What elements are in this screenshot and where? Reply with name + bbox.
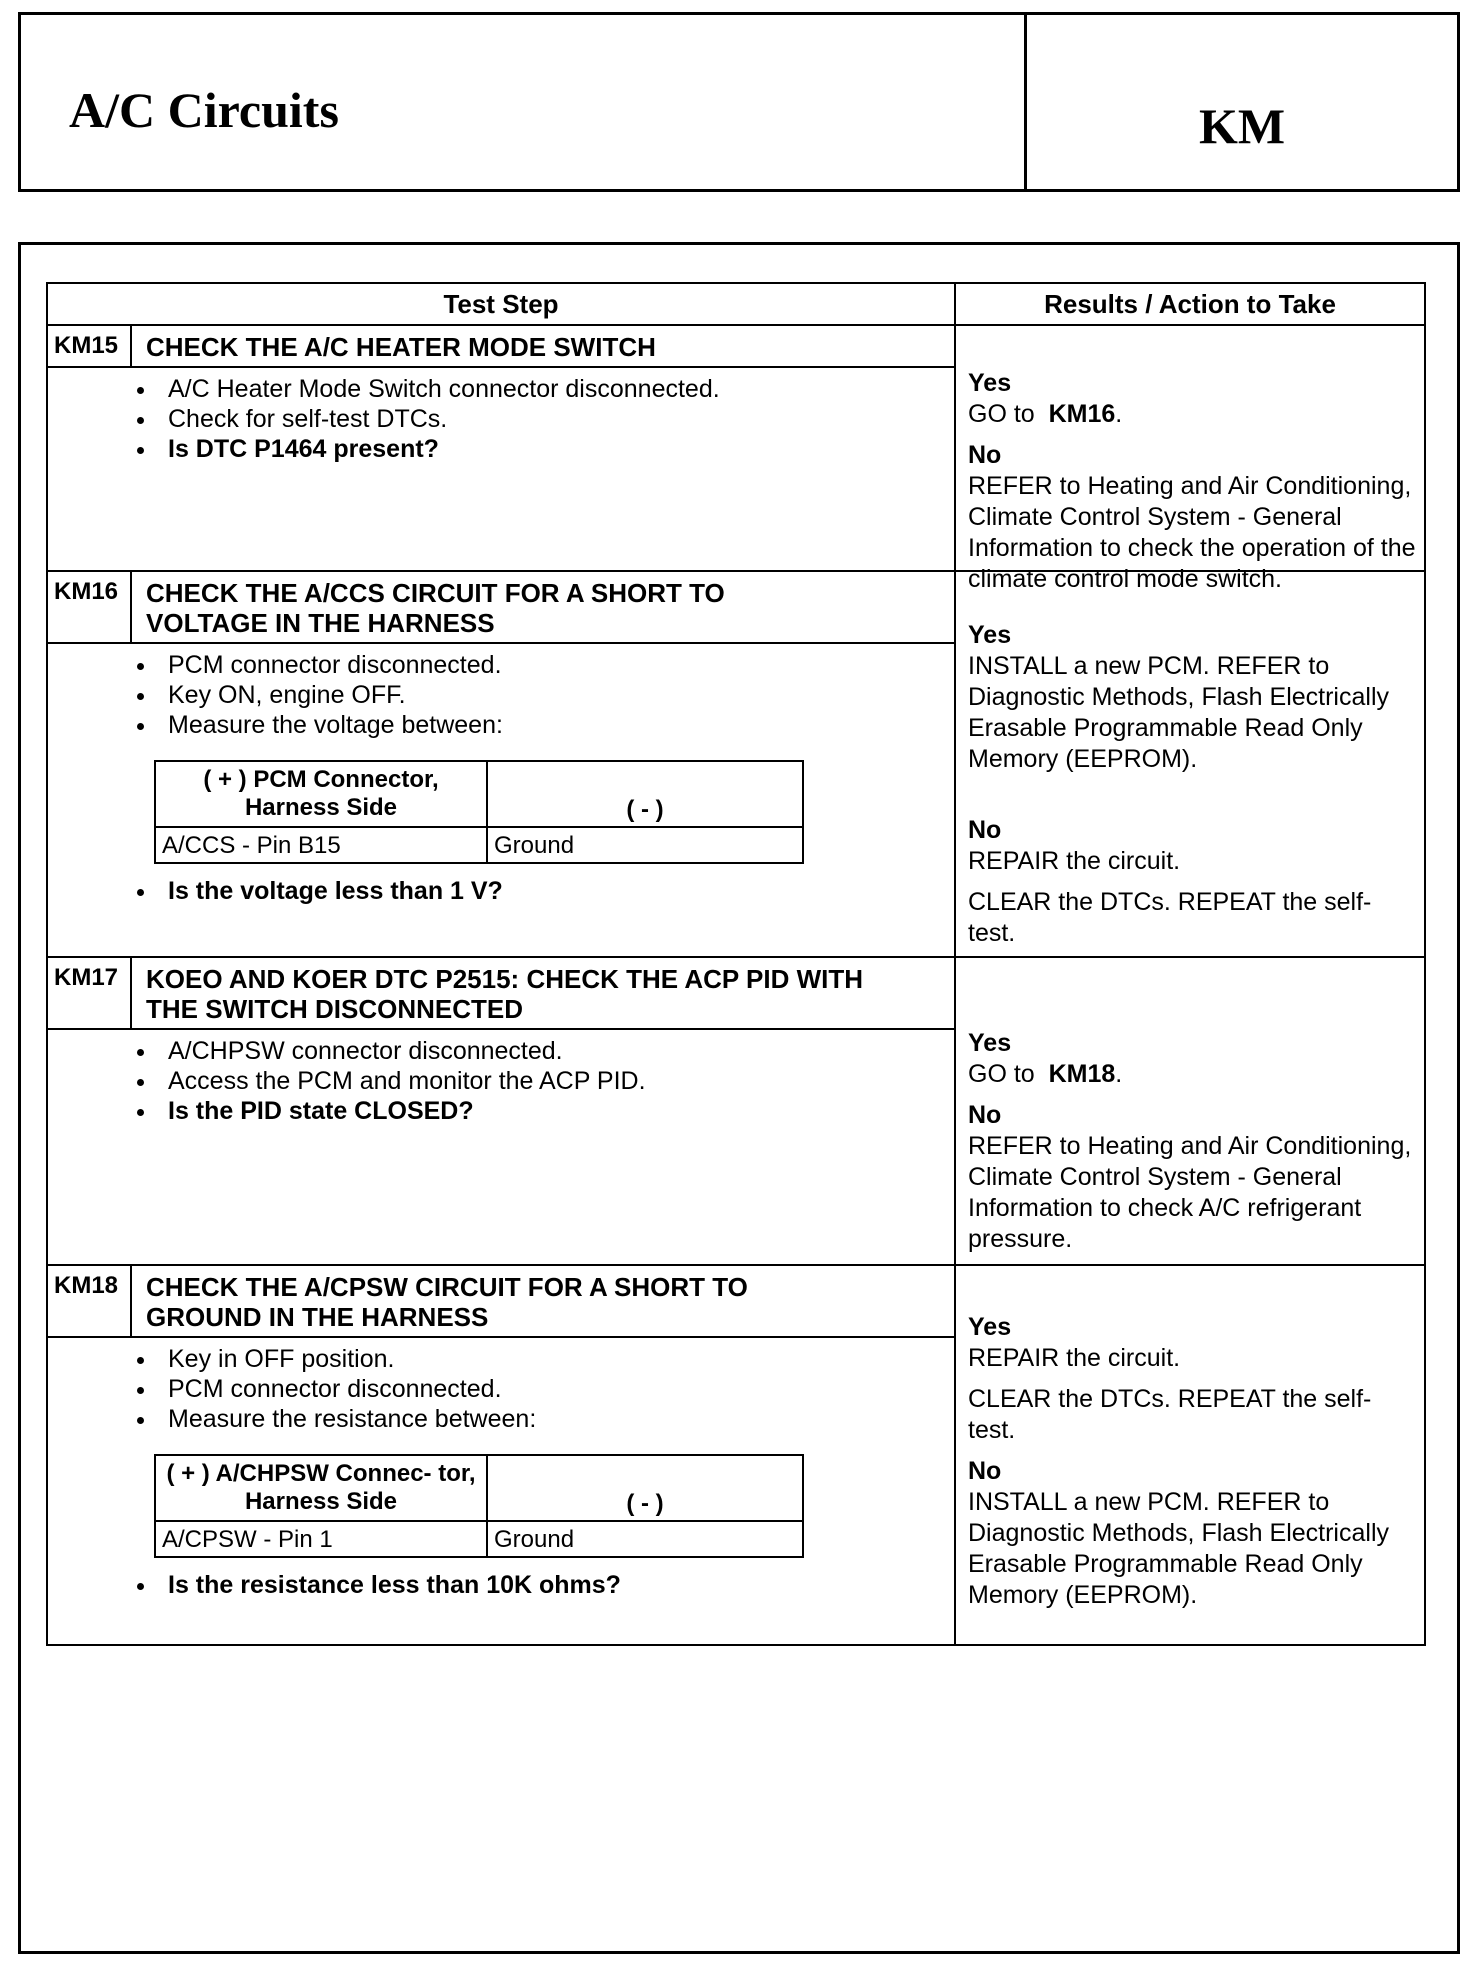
bullet-item: • Measure the resistance between: bbox=[158, 1404, 954, 1434]
test-step-header: Test Step bbox=[48, 284, 956, 324]
page-title: A/C Circuits bbox=[69, 82, 339, 138]
yes-label: Yes bbox=[968, 369, 1012, 397]
step-title: CHECK THE A/C HEATER MODE SWITCH bbox=[146, 332, 656, 362]
step-title: KOEO AND KOER DTC P2515: CHECK THE ACP PID WITH THE SWITCH DISCONNECTED bbox=[146, 964, 864, 1024]
diagnostic-table bbox=[46, 282, 1426, 1646]
step-title: CHECK THE A/CPSW CIRCUIT FOR A SHORT TO GROUND IN THE HARNESS bbox=[146, 1272, 748, 1332]
step-question: • Is the voltage less than 1 V? bbox=[158, 876, 954, 906]
bullet-item: • Measure the voltage between: bbox=[158, 710, 954, 740]
step-row-km17 bbox=[48, 956, 1424, 1264]
step-row-km15 bbox=[48, 324, 1424, 593]
goto-step-ref[interactable]: KM18 bbox=[1048, 1060, 1116, 1088]
yes-action: GO to KM18. bbox=[968, 1060, 1123, 1088]
no-label: No bbox=[968, 441, 1002, 469]
step-bullets bbox=[48, 374, 954, 464]
yes-action-followup: CLEAR the DTCs. REPEAT the self-test. bbox=[968, 1385, 1372, 1444]
bullet-item: • Check for self-test DTCs. bbox=[158, 404, 954, 434]
step-question-list bbox=[48, 1570, 954, 1600]
step-question: • Is DTC P1464 present? bbox=[158, 434, 954, 464]
step-results bbox=[956, 958, 1424, 1264]
bullet-item: • Key ON, engine OFF. bbox=[158, 680, 954, 710]
no-action-followup: CLEAR the DTCs. REPEAT the self-test. bbox=[968, 888, 1372, 947]
step-title: CHECK THE A/CCS CIRCUIT FOR A SHORT TO VOLTAGE IN THE HARNESS bbox=[146, 578, 725, 638]
bullet-item: • PCM connector disconnected. bbox=[158, 1374, 954, 1404]
step-title-bar bbox=[48, 958, 954, 1030]
step-title-bar bbox=[48, 1266, 954, 1338]
step-id: KM15 bbox=[48, 326, 132, 366]
no-action: REPAIR the circuit. bbox=[968, 847, 1181, 875]
no-label: No bbox=[968, 816, 1002, 844]
step-title-bar bbox=[48, 326, 954, 368]
step-id: KM16 bbox=[48, 572, 132, 642]
step-results bbox=[956, 572, 1424, 956]
meas-col-negative: ( - ) bbox=[487, 1455, 803, 1521]
yes-action: REPAIR the circuit. bbox=[968, 1344, 1181, 1372]
yes-action: GO to KM16. bbox=[968, 400, 1123, 428]
step-bullets bbox=[48, 1344, 954, 1434]
no-label: No bbox=[968, 1101, 1002, 1129]
bullet-item: • PCM connector disconnected. bbox=[158, 650, 954, 680]
bullet-item: • Key in OFF position. bbox=[158, 1344, 954, 1374]
header-code-cell bbox=[1027, 15, 1457, 189]
results-header: Results / Action to Take bbox=[1044, 288, 1336, 319]
meas-cell-ground: Ground bbox=[487, 1521, 803, 1557]
goto-step-ref[interactable]: KM16 bbox=[1048, 400, 1116, 428]
header-title-cell bbox=[21, 15, 1027, 189]
section-code: KM bbox=[1198, 98, 1286, 154]
meas-col-positive: ( + ) A/CHPSW Connec- tor, Harness Side bbox=[155, 1455, 487, 1521]
page-header bbox=[18, 12, 1460, 192]
step-question: • Is the PID state CLOSED? bbox=[158, 1096, 954, 1126]
step-question: • Is the resistance less than 10K ohms? bbox=[158, 1570, 954, 1600]
yes-label: Yes bbox=[968, 621, 1012, 649]
meas-cell-pin: A/CPSW - Pin 1 bbox=[155, 1521, 487, 1557]
step-results bbox=[956, 1266, 1424, 1644]
step-results bbox=[956, 326, 1424, 593]
step-row-km16 bbox=[48, 570, 1424, 956]
measurement-table bbox=[154, 1454, 804, 1558]
step-bullets bbox=[48, 1036, 954, 1126]
step-id: KM18 bbox=[48, 1266, 132, 1336]
yes-action: INSTALL a new PCM. REFER to Diagnostic Methods, Flash Electrically Erasable Programmable Read Only Memory (EEPROM). bbox=[968, 652, 1389, 773]
bullet-item: • A/CHPSW connector disconnected. bbox=[158, 1036, 954, 1066]
step-question-list bbox=[48, 876, 954, 906]
step-row-km18 bbox=[48, 1264, 1424, 1644]
measurement-table bbox=[154, 760, 804, 864]
no-action: INSTALL a new PCM. REFER to Diagnostic Methods, Flash Electrically Erasable Programmable Read Only Memory (EEPROM). bbox=[968, 1488, 1389, 1609]
table-header-row bbox=[48, 284, 1424, 324]
meas-col-negative: ( - ) bbox=[487, 761, 803, 827]
meas-col-positive: ( + ) PCM Connector, Harness Side bbox=[155, 761, 487, 827]
yes-label: Yes bbox=[968, 1029, 1012, 1057]
no-action: REFER to Heating and Air Conditioning, Climate Control System - General Information to check A/C refrigerant pressure. bbox=[968, 1132, 1412, 1253]
bullet-item: • Access the PCM and monitor the ACP PID. bbox=[158, 1066, 954, 1096]
bullet-item: • A/C Heater Mode Switch connector disconnected. bbox=[158, 374, 954, 404]
yes-label: Yes bbox=[968, 1313, 1012, 1341]
step-id: KM17 bbox=[48, 958, 132, 1028]
step-bullets bbox=[48, 650, 954, 740]
meas-cell-pin: A/CCS - Pin B15 bbox=[155, 827, 487, 863]
meas-cell-ground: Ground bbox=[487, 827, 803, 863]
no-action: REFER to Heating and Air Conditioning, Climate Control System - General Information to check the operation of the climate control mode switch. bbox=[968, 472, 1416, 593]
no-label: No bbox=[968, 1457, 1002, 1485]
step-title-bar bbox=[48, 572, 954, 644]
